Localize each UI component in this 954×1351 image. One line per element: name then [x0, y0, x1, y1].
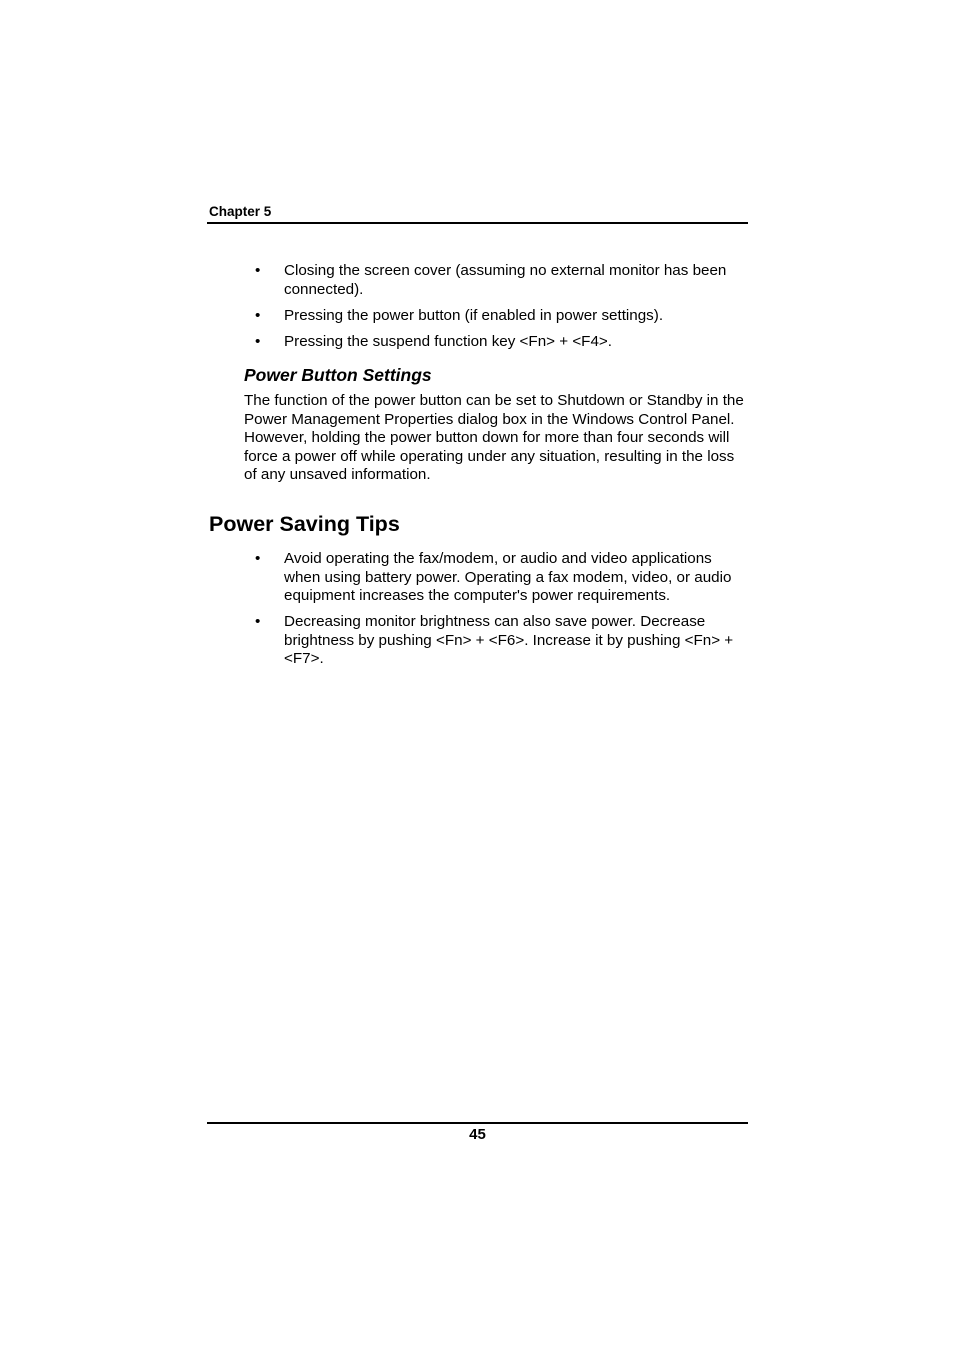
bullet-icon: •	[255, 306, 261, 324]
header-rule	[207, 222, 748, 224]
power-button-settings-heading: Power Button Settings	[244, 365, 432, 385]
list-item-text: Avoid operating the fax/modem, or audio and video applications when using battery power. Operating a fax modem, video, or audio equipment increases the computer's power requirements.	[284, 550, 732, 605]
bullet-icon: •	[255, 262, 261, 279]
list-item-text: Closing the screen cover (assuming no external monitor has been connected).	[284, 262, 727, 298]
list-item-text: Pressing the power button (if enabled in power settings).	[284, 306, 664, 324]
intro-bullet-list	[244, 262, 749, 351]
bullet-icon: •	[255, 332, 261, 350]
list-item	[244, 550, 749, 606]
list-item	[244, 307, 749, 326]
chapter-label: Chapter 5	[209, 204, 272, 219]
bullet-icon: •	[255, 613, 261, 631]
power-saving-tips-list	[244, 550, 749, 669]
power-saving-tips-heading: Power Saving Tips	[209, 512, 400, 536]
list-item	[244, 262, 749, 299]
footer-rule	[207, 1122, 748, 1124]
list-item	[244, 613, 749, 669]
power-button-settings-paragraph: The function of the power button can be set to Shutdown or Standby in the Power Management Properties dialog box in the Windows Control Panel. However, holding the power button down for more than four seconds will force a power off while operating under any situation, resulting in the loss of any unsaved information.	[244, 392, 744, 484]
page-number: 45	[469, 1126, 486, 1143]
list-item	[244, 333, 749, 352]
bullet-icon: •	[255, 550, 261, 567]
list-item-text: Decreasing monitor brightness can also save power. Decrease brightness by pushing <Fn> + <F6>. Increase it by pushing <Fn> + <F7>.	[284, 613, 734, 668]
list-item-text: Pressing the suspend function key <Fn> + <F4>.	[284, 332, 612, 350]
